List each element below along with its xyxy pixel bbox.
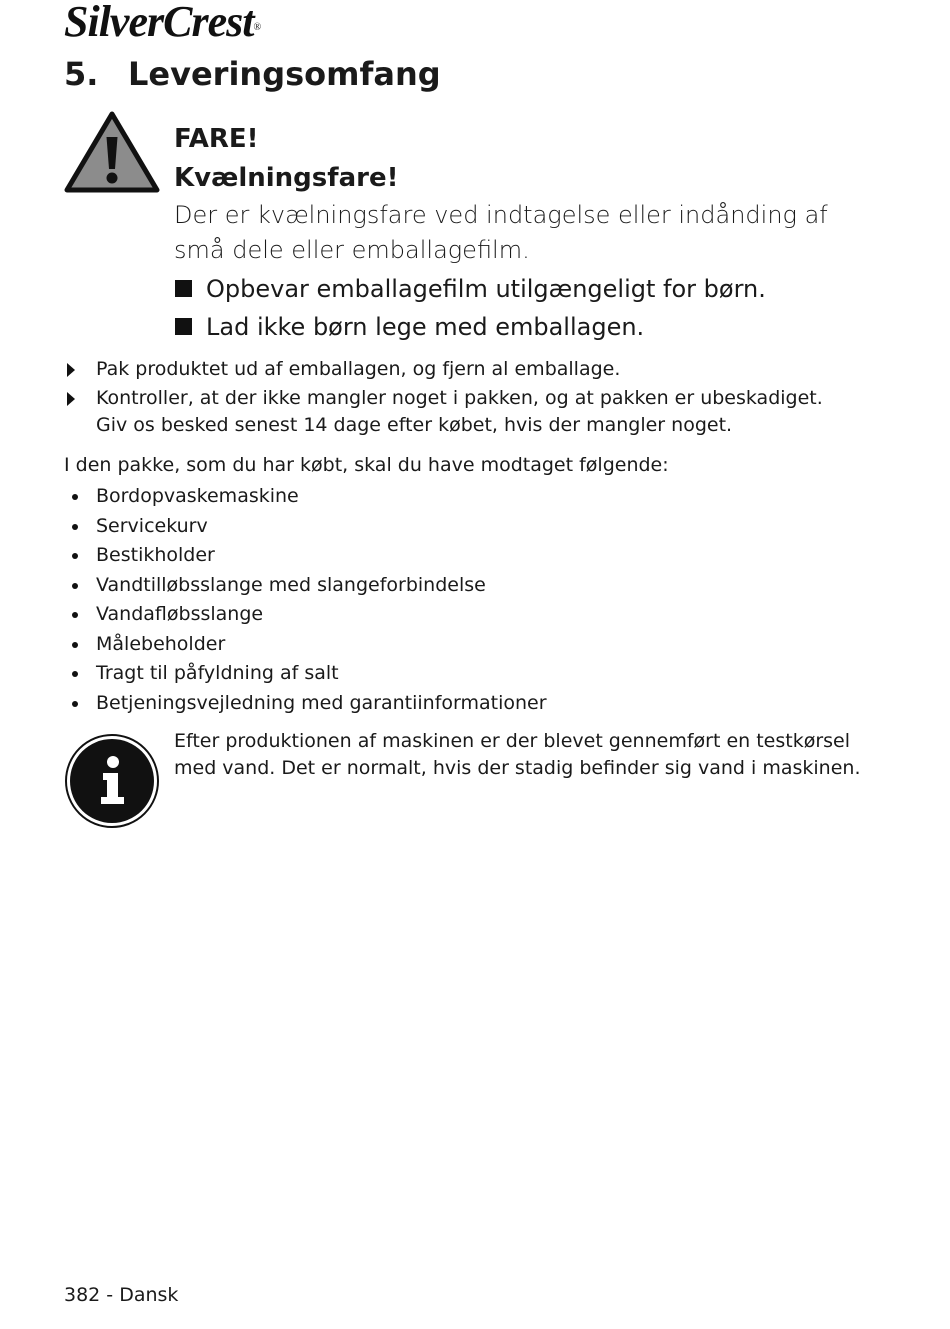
warning-list-item bbox=[174, 270, 874, 308]
list-item-text: Vandafløbsslange bbox=[96, 603, 264, 625]
contents-list bbox=[64, 482, 547, 718]
bullet-dot-icon bbox=[72, 494, 78, 500]
page-number: 382 - Dansk bbox=[64, 1284, 179, 1306]
brand-logo-text: SilverCrest bbox=[64, 0, 254, 46]
instruction-step bbox=[64, 385, 854, 439]
bullet-dot-icon bbox=[72, 583, 78, 589]
list-item-text: Servicekurv bbox=[96, 514, 208, 537]
triangle-bullet-icon bbox=[67, 363, 75, 377]
warning-heading-choking: Kvælningsfare! bbox=[174, 163, 399, 193]
contents-intro: I den pakke, som du har købt, skal du have modtaget følgende: bbox=[64, 454, 669, 476]
list-item-text: Målebeholder bbox=[96, 632, 226, 655]
info-text: Efter produktionen af maskinen er der blevet gennemført en testkørsel med vand. Det er normalt, hvis der stadig befinder sig vand i maskinen. bbox=[174, 730, 861, 779]
warning-text: Der er kvælningsfare ved indtagelse eller indånding af små dele eller emballagefilm. bbox=[174, 201, 828, 264]
triangle-bullet-icon bbox=[67, 392, 75, 406]
warning-triangle-icon bbox=[64, 111, 160, 193]
list-item bbox=[64, 541, 547, 571]
warning-item-text: Lad ikke børn lege med emballagen. bbox=[206, 313, 645, 341]
instruction-step bbox=[64, 356, 854, 383]
section-title-text: Leveringsomfang bbox=[128, 55, 441, 93]
warning-list bbox=[174, 270, 874, 346]
warning-heading-danger: FARE! bbox=[174, 124, 259, 154]
bullet-dot-icon bbox=[72, 612, 78, 618]
bullet-dot-icon bbox=[72, 524, 78, 530]
square-bullet-icon bbox=[175, 318, 192, 335]
registered-mark: ® bbox=[253, 22, 261, 33]
list-item bbox=[64, 630, 547, 660]
list-item bbox=[64, 600, 547, 630]
instruction-step-text: Kontroller, at der ikke mangler noget i pakken, og at pakken er ubeskadiget. Giv os besked senest 14 dage efter købet, hvis der mangler noget. bbox=[96, 387, 823, 436]
list-item bbox=[64, 571, 547, 601]
square-bullet-icon bbox=[175, 280, 192, 297]
section-number: 5. bbox=[64, 55, 99, 93]
bullet-dot-icon bbox=[72, 671, 78, 677]
instruction-step-text: Pak produktet ud af emballagen, og fjern al emballage. bbox=[96, 358, 621, 380]
info-icon bbox=[64, 733, 160, 829]
list-item bbox=[64, 659, 547, 689]
list-item-text: Bordopvaskemaskine bbox=[96, 485, 299, 507]
warning-block bbox=[174, 120, 874, 346]
section-title bbox=[64, 52, 441, 96]
list-item-text: Betjeningsvejledning med garantiinformationer bbox=[96, 691, 547, 714]
bullet-dot-icon bbox=[72, 642, 78, 648]
list-item bbox=[64, 512, 547, 542]
bullet-dot-icon bbox=[72, 553, 78, 559]
warning-item-text: Opbevar emballagefilm utilgængeligt for børn. bbox=[206, 275, 766, 303]
list-item-text: Tragt til påfyldning af salt bbox=[96, 662, 339, 684]
brand-logo bbox=[64, 0, 260, 44]
list-item-text: Vandtilløbsslange med slangeforbindelse bbox=[96, 573, 486, 596]
list-item bbox=[64, 482, 547, 512]
list-item-text: Bestikholder bbox=[96, 544, 215, 566]
instruction-steps bbox=[64, 356, 854, 441]
list-item bbox=[64, 689, 547, 719]
warning-list-item bbox=[174, 308, 874, 346]
bullet-dot-icon bbox=[72, 701, 78, 707]
